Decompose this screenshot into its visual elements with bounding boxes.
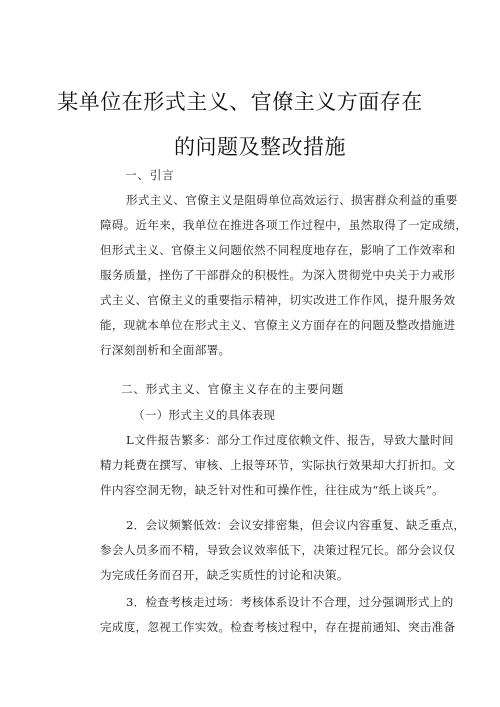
- paragraph-line: 2．会议频繁低效：会议安排密集，但会议内容重复、缺乏重点，: [126, 518, 466, 532]
- paragraph-line: 为完成任务而召开，缺乏实质性的讨论和决策。: [100, 568, 349, 582]
- paragraph-line: 能，现就本单位在形式主义、官僚主义方面存在的问题及整改措施进: [100, 318, 456, 332]
- paragraph-line: 障碍。近年来，我单位在推进各项工作过程中，虽然取得了一定成绩，: [100, 218, 468, 232]
- intro-heading: 一、引言: [125, 168, 175, 182]
- paragraph-line: 3．检查考核走过场：考核体系设计不合理，过分强调形式上的: [126, 595, 454, 609]
- paragraph-line: 精力耗费在撰写、审核、上报等环节，实际执行效果却大打折扣。文: [100, 458, 456, 472]
- paragraph-line: 服务质量，挫伤了干部群众的积极性。为深入贯彻党中央关于力戒形: [100, 268, 456, 282]
- paragraph-line: 但形式主义、官僚主义问题依然不同程度地存在，影响了工作效率和: [100, 243, 456, 257]
- paragraph-line: L文件报告繁多：部分工作过度依赖文件、报告，导致大量时间: [126, 433, 454, 447]
- paragraph-line: 参会人员多而不精，导致会议效率低下，决策过程冗长。部分会议仅: [100, 543, 456, 557]
- paragraph-line: 形式主义、官僚主义是阻碍单位高效运行、损害群众利益的重要: [126, 193, 458, 207]
- paragraph-line: 件内容空洞无物，缺乏针对性和可操作性，往往成为“纸上谈兵”。: [100, 483, 444, 497]
- document-title-line-1: 某单位在形式主义、官僚主义方面存在: [57, 90, 423, 114]
- subsection-1-heading: （一）形式主义的具体表现: [133, 408, 276, 422]
- document-title-line-2: 的问题及整改措施: [174, 135, 346, 159]
- paragraph-line: 完成度，忽视工作实效。检查考核过程中，存在提前通知、突击准备: [100, 620, 456, 634]
- paragraph-line: 式主义、官僚主义的重要指示精神，切实改进工作作风，提升服务效: [100, 293, 456, 307]
- section-2-heading: 二、形式主义、官僚主义存在的主要问题: [121, 382, 345, 396]
- paragraph-line: 行深刻剖析和全面部署。: [100, 343, 231, 357]
